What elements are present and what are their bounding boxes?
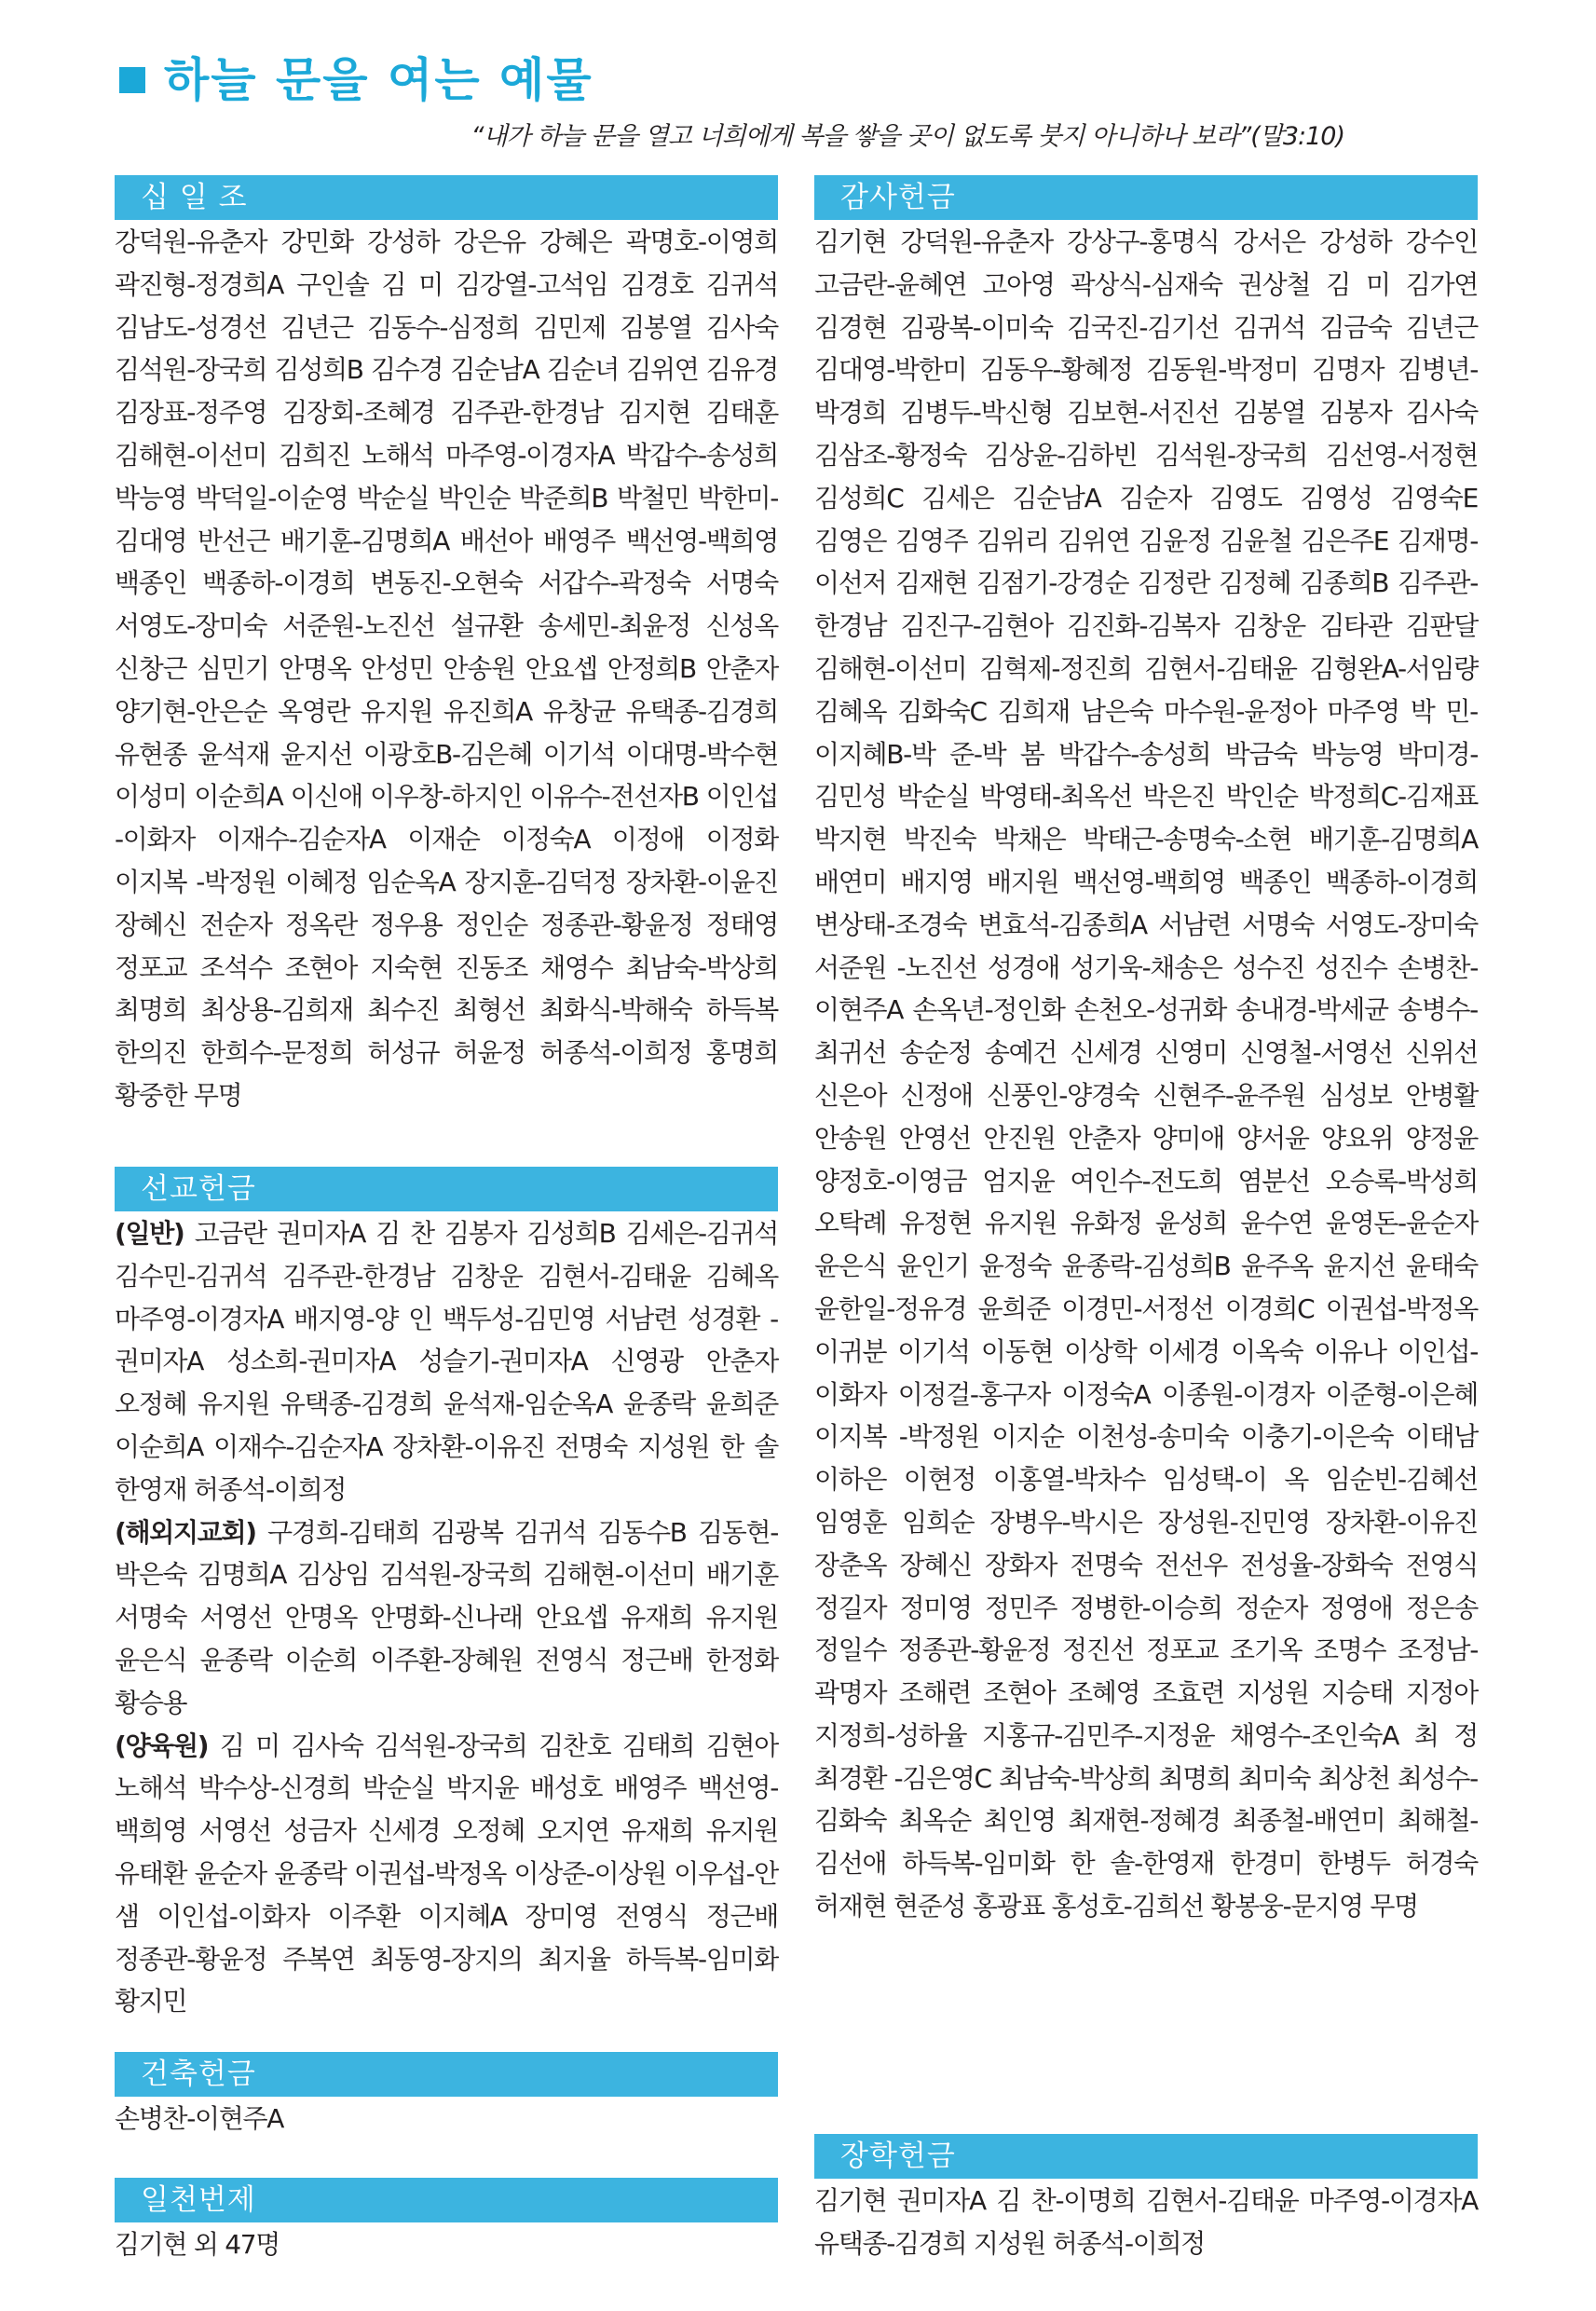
- bible-verse: “내가 하늘 문을 열고 너희에게 복을 쌓을 곳이 없도록 붓지 아니하나 보라”(말3:10): [471, 122, 1344, 151]
- mission-body: [115, 1212, 778, 2023]
- scholarship-header: 장학헌금: [814, 2134, 1478, 2179]
- mission-overseas-label: (해외지교회): [115, 1516, 256, 1548]
- tithe-header: 십 일 조: [115, 175, 778, 220]
- ilcheon-header: 일천번제: [115, 2178, 778, 2222]
- mission-header: 선교헌금: [115, 1167, 778, 1211]
- scholarship-names: 김기현 권미자A 김 찬-이명희 김현서-김태윤 마주영-이경자A 유택종-김경희 지성원 허종석-이희정: [814, 2185, 1478, 2259]
- mission-nurture-label: (양육원): [115, 1730, 209, 1761]
- mission-general: [115, 1218, 778, 1505]
- mission-nurture-names: 김 미 김사숙 김석원-장국희 김찬호 김태희 김현아 노해석 박수상-신경희 박순실 박지윤 배성호 배영주 백선영-백희영 서영선 성금자 신세경 오정혜 오지연 유재희 유지원 유태환 윤순자 윤종락 이권섭-박정옥 이상준-이상원 이우섭-안 샘 이인섭-이화자 이주환 이지혜A 장미영 전영식 정근배 정종관-황윤정 주복연 최동영-장지의 최지율 하득복-임미화 황지민: [115, 1730, 778, 2017]
- header-square-icon: [119, 67, 145, 93]
- building-header: 건축헌금: [115, 2052, 778, 2097]
- ilcheon-names: 김기현 외 47명: [115, 2229, 280, 2260]
- mission-general-names: 고금란 권미자A 김 찬 김봉자 김성희B 김세은-김귀석 김수민-김귀석 김주관-한경남 김창운 김현서-김태윤 김혜옥 마주영-이경자A 배지영-양 인 백두성-김민영 서남련 성경환 -권미자A 성소희-권미자A 성슬기-권미자A 신영광 안춘자 오정혜 유지원 유택종-김경희 윤석재-임순옥A 윤종락 윤희준 이순희A 이재수-김순자A 장차환-이유진 전명숙 지성원 한 솔 한영재 허종석-이희정: [115, 1218, 778, 1505]
- thanks-header: 감사헌금: [814, 175, 1478, 220]
- mission-overseas: [115, 1517, 778, 1718]
- mission-nurture: [115, 1730, 778, 2017]
- thanks-names: 김기현 강덕원-유춘자 강상구-홍명식 강서은 강성하 강수인 고금란-윤혜연 고아영 곽상식-심재숙 권상철 김 미 김가연 김경현 김광복-이미숙 김국진-김기선 김귀석 김금숙 김년근 김대영-박한미 김동우-황혜정 김동원-박정미 김명자 김병년-박경희 김병두-박신형 김보현-서진선 김봉열 김봉자 김사숙 김삼조-황정숙 김상윤-김하빈 김석원-장국희 김선영-서정현 김성희C 김세은 김순남A 김순자 김영도 김영성 김영숙E 김영은 김영주 김위리 김위연 김윤정 김윤철 김은주E 김재명-이선저 김재현 김점기-강경순 김정란 김정혜 김종희B 김주관-한경남 김진구-김현아 김진화-김복자 김창운 김타관 김판달 김해현-이선미 김혁제-정진희 김현서-김태윤 김형완A-서임량 김혜옥 김화숙C 김희재 남은숙 마수원-윤정아 마주영 박 민-이지혜B-박 준-박 봄 박갑수-송성희 박금숙 박능영 박미경-김민성 박순실 박영태-최옥선 박은진 박인순 박정희C-김재표 박지현 박진숙 박채은 박태근-송명숙-소현 배기훈-김명희A 배연미 배지영 배지원 백선영-백희영 백종인 백종하-이경희 변상태-조경숙 변효석-김종희A 서남련 서명숙 서영도-장미숙 서준원 -노진선 성경애 성기욱-채송은 성수진 성진수 손병찬-이현주A 손옥년-정인화 손천오-성귀화 송내경-박세균 송병수-최귀선 송순정 송예건 신세경 신영미 신영철-서영선 신위선 신은아 신정애 신풍인-양경숙 신현주-윤주원 심성보 안병활 안송원 안영선 안진원 안춘자 양미애 양서윤 양요위 양정윤 양정호-이영금 엄지윤 여인수-전도희 염분선 오승록-박성희 오탁례 유정현 유지원 유화정 윤성희 윤수연 윤영돈-윤순자 윤은식 윤인기 윤정숙 윤종락-김성희B 윤주옥 윤지선 윤태숙 윤한일-정유경 윤희준 이경민-서정선 이경희C 이권섭-박정옥 이귀분 이기석 이동현 이상학 이세경 이옥숙 이유나 이인섭-이화자 이정걸-홍구자 이정숙A 이종원-이경자 이준형-이은혜 이지복 -박정원 이지순 이천성-송미숙 이충기-이은숙 이태남 이하은 이현정 이홍열-박차수 임성택-이 옥 임순빈-김혜선 임영훈 임희순 장병우-박시은 장성원-진민영 장차환-이유진 장춘옥 장혜신 장화자 전명숙 전선우 전성율-장화숙 전영식 정길자 정미영 정민주 정병한-이승희 정순자 정영애 정은송 정일수 정종관-황윤정 정진선 정포교 조기옥 조명수 조정남-곽명자 조해련 조현아 조혜영 조효련 지성원 지승태 지정아 지정희-성하율 지홍규-김민주-지정윤 채영수-조인숙A 최 정 최경환 -김은영C 최남숙-박상희 최명희 최미숙 최상천 최성수-김화숙 최옥순 최인영 최재현-정혜경 최종철-배연미 최해철-김선애 하득복-임미화 한 솔-한영재 한경미 한병두 허경숙 허재현 현준성 홍광표 홍성호-김희선 황봉웅-문지영 무명: [814, 226, 1478, 1922]
- building-names: 손병찬-이현주A: [115, 2103, 284, 2134]
- mission-overseas-names: 구경희-김태희 김광복 김귀석 김동수B 김동현-박은숙 김명희A 김상임 김석원-장국희 김해현-이선미 배기훈 서명숙 서영선 안명옥 안명화-신나래 안요셉 유재희 유지원 윤은식 윤종락 이순희 이주환-장혜원 전영식 정근배 한정화 황승용: [115, 1516, 778, 1718]
- tithe-names: 강덕원-유춘자 강민화 강성하 강은유 강혜은 곽명호-이영희 곽진형-정경희A 구인솔 김 미 김강열-고석임 김경호 김귀석 김남도-성경선 김년근 김동수-심정희 김민제 김봉열 김사숙 김석원-장국희 김성희B 김수경 김순남A 김순녀 김위연 김유경 김장표-정주영 김장회-조혜경 김주관-한경남 김지현 김태훈 김해현-이선미 김희진 노해석 마주영-이경자A 박갑수-송성희 박능영 박덕일-이순영 박순실 박인순 박준희B 박철민 박한미-김대영 반선근 배기훈-김명희A 배선아 배영주 백선영-백희영 백종인 백종하-이경희 변동진-오현숙 서갑수-곽정숙 서명숙 서영도-장미숙 서준원-노진선 설규환 송세민-최윤정 신성옥 신창근 심민기 안명옥 안성민 안송원 안요셉 안정희B 안춘자 양기현-안은순 옥영란 유지원 유진희A 유창균 유택종-김경희 유현종 윤석재 윤지선 이광호B-김은혜 이기석 이대명-박수현 이성미 이순희A 이신애 이우창-하지인 이유수-전선자B 이인섭 -이화자 이재수-김순자A 이재순 이정숙A 이정애 이정화 이지복 -박정원 이혜정 임순옥A 장지훈-김덕정 장차환-이윤진 장혜신 전순자 정옥란 정우용 정인순 정종관-황윤정 정태영 정포교 조석수 조현아 지숙현 진동조 채영수 최남숙-박상희 최명희 최상용-김희재 최수진 최형선 최화식-박해숙 하득복 한의진 한희수-문정희 허성규 허윤정 허종석-이희정 홍명희 황중한 무명: [115, 226, 778, 1111]
- mission-general-label: (일반): [115, 1218, 184, 1249]
- page-title: 하늘 문을 여는 예물: [164, 53, 593, 107]
